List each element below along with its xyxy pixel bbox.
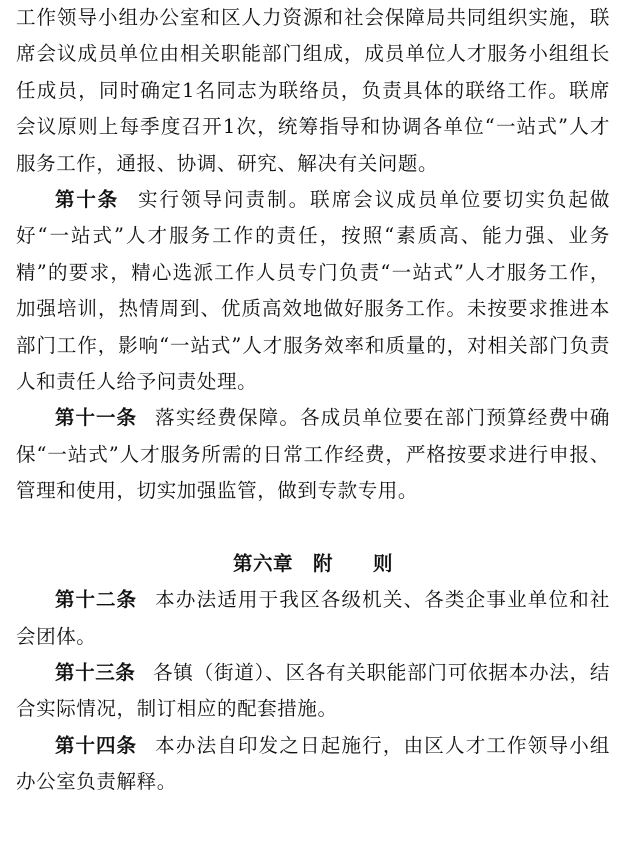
chapter-6-title: 第六章 附 则 xyxy=(232,551,393,575)
article-11-label: 第十一条 xyxy=(55,406,138,430)
article-13-text: 各镇（街道）、区各有关职能部门可依据本办法，结合实际情况，制订相应的配套措施。 xyxy=(16,660,610,721)
document-page xyxy=(16,0,610,801)
article-10-text: 实行领导问责制。联席会议成员单位要切实负起做好“一站式”人才服务工作的责任，按照“素质高、能力强、业务精”的要求，精心选派工作人员专门负责“一站式”人才服务工作，加强培训，热情周到、优质高效地做好服务工作。未按要求推进本部门工作，影响“一站式”人才服务效率和质量的，对相关部门负责人和责任人给予问责处理。 xyxy=(16,188,610,394)
article-14-paragraph xyxy=(16,728,610,801)
article-12-text: 本办法适用于我区各级机关、各类企事业单位和社会团体。 xyxy=(16,588,610,648)
article-14-text: 本办法自印发之日起施行，由区人才工作领导小组办公室负责解释。 xyxy=(16,733,610,794)
article-10-paragraph xyxy=(16,182,610,400)
intro-paragraph xyxy=(16,0,610,182)
intro-text: 工作领导小组办公室和区人力资源和社会保障局共同组织实施，联席会议成员单位由相关职能部门组成，成员单位人才服务小组组长任成员，同时确定1名同志为联络员，负责具体的联络工作。联席会议原则上每季度召开1次，统筹指导和协调各单位“一站式”人才服务工作，通报、协调、研究、解决有关问题。 xyxy=(16,6,610,175)
article-13-label: 第十三条 xyxy=(55,660,136,684)
article-12-paragraph xyxy=(16,582,610,655)
article-13-paragraph xyxy=(16,655,610,728)
article-14-label: 第十四条 xyxy=(55,733,138,757)
article-12-label: 第十二条 xyxy=(55,588,138,612)
article-11-text: 落实经费保障。各成员单位要在部门预算经费中确保“一站式”人才服务所需的日常工作经费，严格按要求进行申报、管理和使用，切实加强监管，做到专款专用。 xyxy=(16,406,610,503)
article-10-label: 第十条 xyxy=(55,188,119,212)
article-11-paragraph xyxy=(16,400,610,509)
